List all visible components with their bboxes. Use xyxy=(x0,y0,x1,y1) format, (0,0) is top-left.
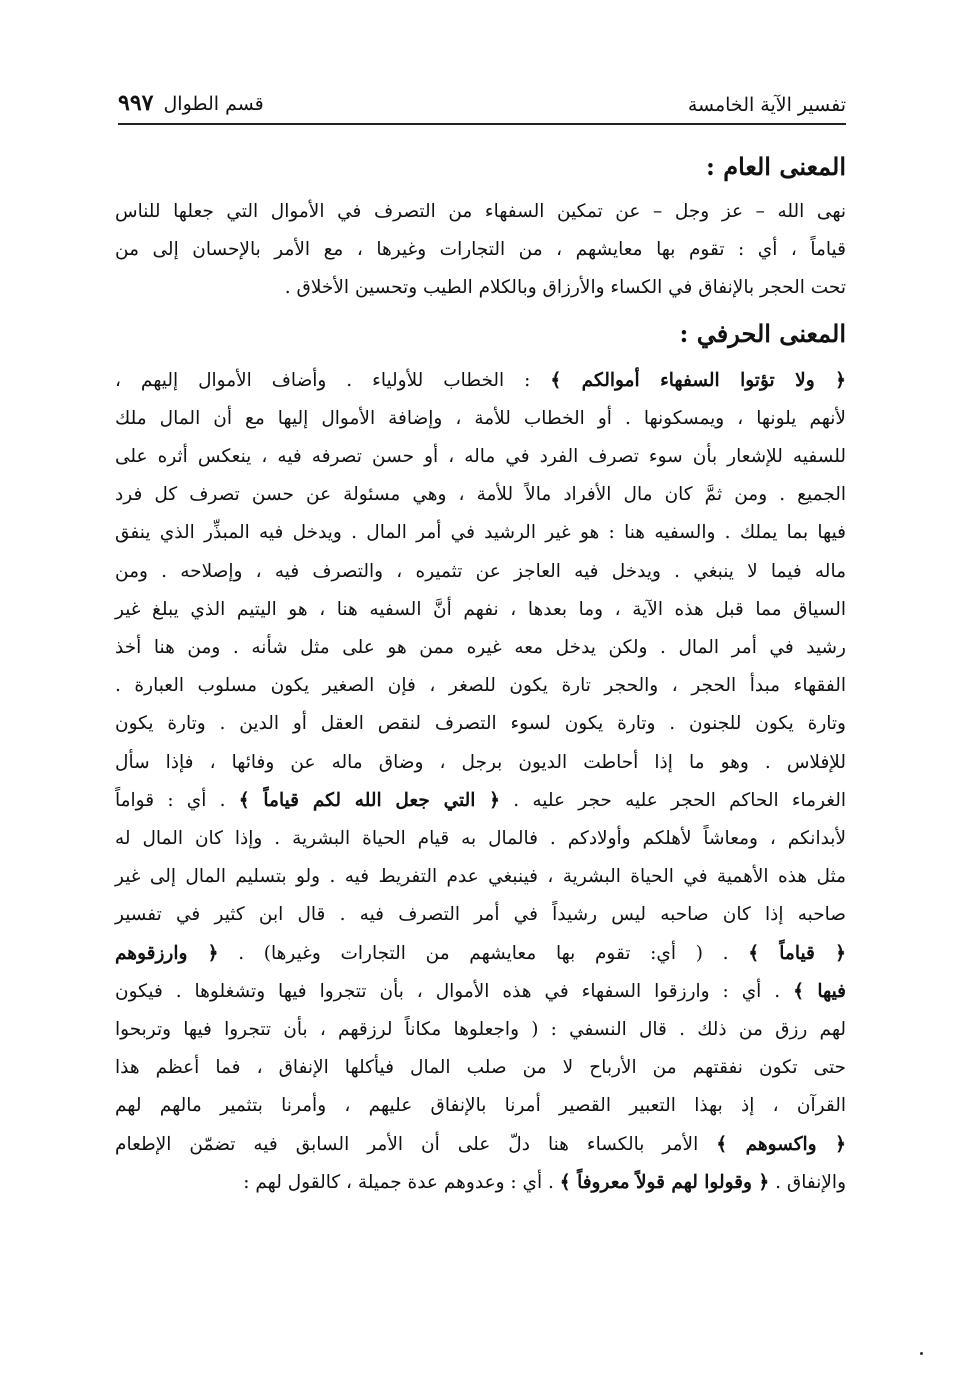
general-meaning-paragraph xyxy=(115,193,846,308)
line-text: . ( أي: تقوم بها معايشهم من التجارات وغيرها) . xyxy=(218,942,749,964)
line-text: وتارة يكون للجنون . وتارة يكون لسوء التصرف لنقص العقل أو الدين . وتارة يكون xyxy=(115,713,846,735)
text-line xyxy=(115,514,846,552)
text-line xyxy=(115,629,846,667)
line-text: السياق مما قبل هذه الآية ، وما بعدها ، نفهم أنَّ السفيه هنا ، هو اليتيم الذي يبلغ غير xyxy=(115,598,846,620)
line-text: القرآن ، إذ بهذا التعبير القصير أمرنا بالإنفاق عليهم ، وأمرنا بتثمير مالهم لهم xyxy=(115,1095,846,1117)
line-text: . أي : وارزقوا السفهاء في هذه الأموال ، بأن تتجروا فيها وتشغلوها . فيكون xyxy=(115,980,794,1002)
line-text: لأنهم يلونها ، ويمسكونها . أو الخطاب للأمة ، وإضافة الأموال إليها مع أن المال ملك xyxy=(115,407,846,429)
text-line xyxy=(115,858,846,896)
line-text: فيها بما يملك . والسفيه هنا : هو غير الرشيد في أمر المال . ويدخل فيه المبذِّر الذي ينفق xyxy=(115,522,846,544)
quran-quote: ﴿ وقولوا لهم قولاً معروفاً ﴾ xyxy=(559,1171,770,1193)
literal-meaning-paragraph xyxy=(115,362,846,1202)
line-text: والإنفاق . xyxy=(769,1171,846,1193)
text-line xyxy=(115,1087,846,1125)
quran-quote: ﴿ واكسوهم ﴾ xyxy=(716,1133,846,1155)
line-text: . أي : وعدوهم عدة جميلة ، كالقول لهم : xyxy=(243,1171,560,1193)
quran-quote: ﴿ التي جعل الله لكم قياماً ﴾ xyxy=(238,789,501,811)
quran-quote: ﴿ قياماً ﴾ xyxy=(748,942,846,964)
text-line: نهى الله – عز وجل – عن تمكين السفهاء من التصرف في الأموال التي جعلها للناس xyxy=(115,201,846,222)
line-text: ماله فيما لا ينبغي . ويدخل فيه العاجز عن تثميره ، والتصرف فيه ، وإصلاحه . ومن xyxy=(115,560,846,582)
line-text: مثل هذه الأهمية في الحياة البشرية ، فينبغي عدم التفريط فيه . ولو بتسليم المال إلى غير xyxy=(115,866,846,888)
text-line xyxy=(115,1126,846,1164)
text-line xyxy=(115,705,846,743)
line-text: للإفلاس . وهو ما إذا أحاطت الديون برجل ، وضاق ماله عن وفائها ، فإذا سأل xyxy=(115,751,846,773)
text-line xyxy=(115,896,846,934)
quran-quote: ﴿ وارزقوهم xyxy=(115,942,219,964)
section-title: تفسير الآية الخامسة xyxy=(687,94,846,116)
header-divider xyxy=(118,123,846,125)
text-line xyxy=(115,744,846,782)
text-line xyxy=(115,476,846,514)
text-line xyxy=(115,438,846,476)
part-label: قسم الطوال xyxy=(163,93,264,115)
line-text: . أي : قواماً xyxy=(115,789,239,811)
text-line xyxy=(115,400,846,438)
line-text: الفقهاء مبدأ الحجر ، والحجر تارة يكون للصغر ، فإن الصغير يكون مسلوب العبارة . xyxy=(115,675,846,697)
line-text: لهم رزق من ذلك . قال النسفي : ( واجعلوها مكاناً لرزقهم ، بأن تتجروا فيها وتربحوا xyxy=(115,1019,846,1041)
text-line: تحت الحجر بالإنفاق في الكساء والأرزاق وبالكلام الطيب وتحسين الأخلاق . xyxy=(284,277,846,299)
line-text: رشيد في أمر المال . ولكن يدخل معه غيره ممن هو على مثل شأنه . ومن هنا أخذ xyxy=(115,637,846,659)
page-number: ٩٩٧ xyxy=(118,90,154,116)
literal-meaning-heading: المعنى الحرفي : xyxy=(679,318,846,348)
text-line xyxy=(115,1049,846,1087)
text-line xyxy=(115,591,846,629)
text-line: قياماً ، أي : تقوم بها معايشهم ، من التجارات وغيرها ، مع الأمر بالإحسان إلى من xyxy=(115,239,846,261)
page-body xyxy=(115,147,846,1202)
page-header xyxy=(118,80,846,116)
line-text: : الخطاب للأولياء . وأضاف الأموال إليهم ، xyxy=(115,369,551,391)
page-label xyxy=(118,90,264,116)
line-text: للسفيه للإشعار بأن سوء تصرف الفرد في ماله ، أو حسن تصرفه فيه ، ينعكس أثره على xyxy=(115,446,846,468)
text-line xyxy=(115,820,846,858)
general-meaning-heading: المعنى العام : xyxy=(706,152,846,181)
text-line xyxy=(115,1164,846,1202)
line-text: الأمر بالكساء هنا دلّ على أن الأمر السابق فيه تضمّن الإطعام xyxy=(115,1133,717,1155)
line-text: صاحبه إذا كان صاحبه ليس رشيداً في أمر التصرف فيه . قال ابن كثير في تفسير xyxy=(115,904,846,926)
line-text: الجميع . ومن ثمَّ كان مال الأفراد مالاً للأمة ، وهي مسئولة عن حسن تصرف كل فرد xyxy=(115,484,846,506)
text-line xyxy=(115,1011,846,1049)
line-text: لأبدانكم ، ومعاشاً لأهلكم وأولادكم . فالمال به قيام الحياة البشرية . وإذا كان المال له xyxy=(115,828,846,850)
text-line xyxy=(115,362,846,400)
quran-quote: فيها ﴾ xyxy=(793,980,846,1002)
text-line xyxy=(115,782,846,820)
quran-quote: ﴿ ولا تؤتوا السفهاء أموالكم ﴾ xyxy=(550,369,846,391)
text-line xyxy=(115,553,846,591)
text-line xyxy=(115,935,846,973)
text-line xyxy=(115,667,846,705)
line-text: الغرماء الحاكم الحجر عليه حجر عليه . xyxy=(500,789,846,811)
page-mark xyxy=(920,1352,923,1355)
text-line xyxy=(115,973,846,1011)
line-text: حتى تكون نفقتهم من الأرباح لا من صلب المال فيأكلها الإنفاق ، فما أعظم هذا xyxy=(115,1057,846,1079)
